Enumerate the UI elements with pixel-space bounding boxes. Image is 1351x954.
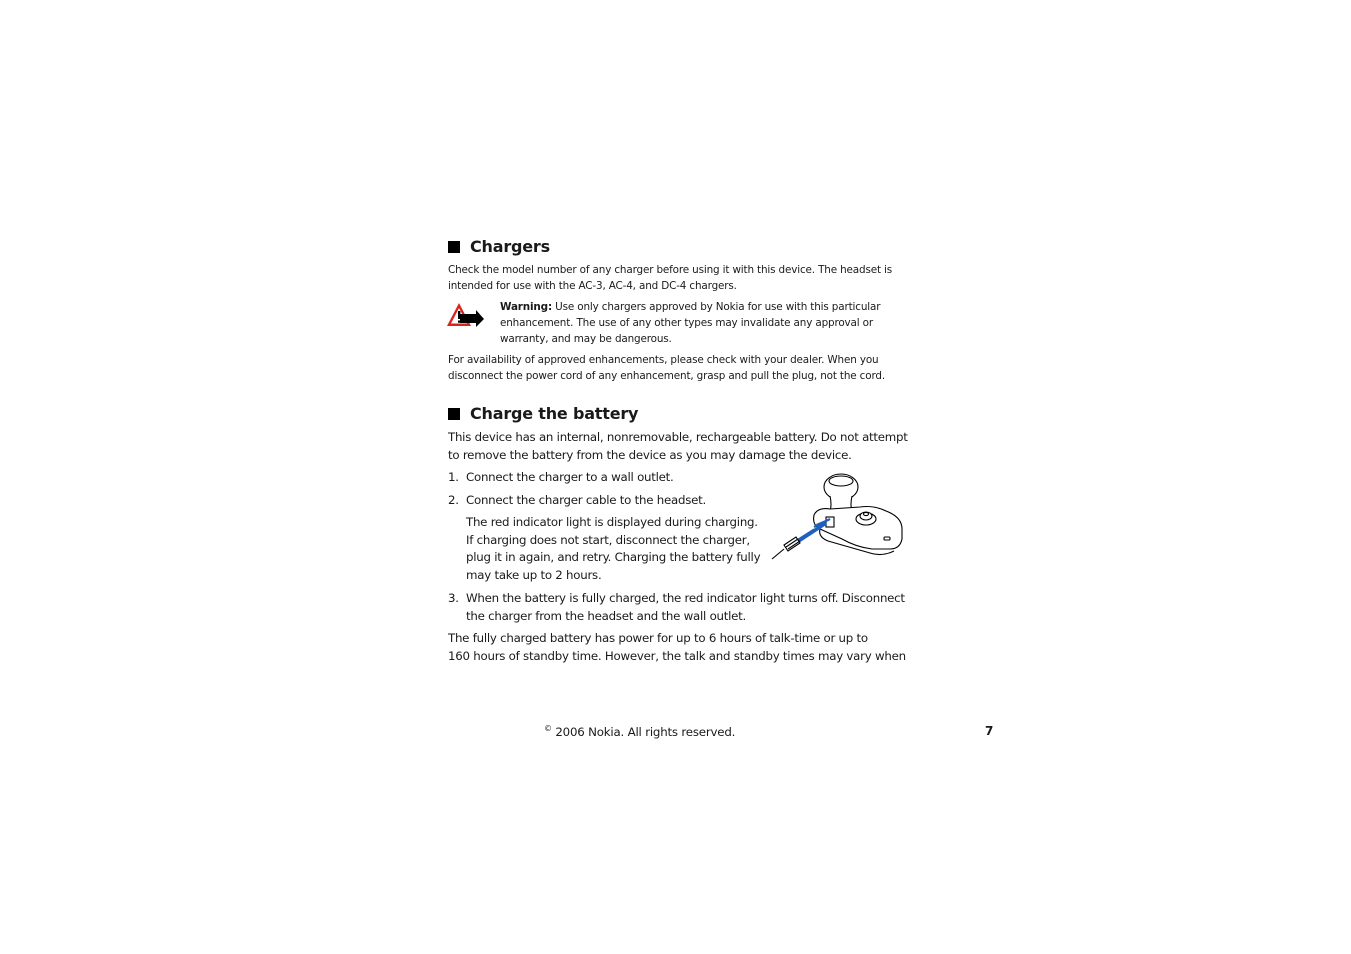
heading-square-icon <box>448 408 460 420</box>
chargers-title: Chargers <box>470 237 550 256</box>
step-number: 1. <box>448 470 459 484</box>
battery-outro <box>448 630 906 665</box>
step-text: Connect the charger to a wall outlet. <box>466 470 674 484</box>
step-number: 3. <box>448 591 459 605</box>
step-text-line-1: When the battery is fully charged, the red indicator light turns off. Disconnect <box>466 591 905 605</box>
copyright-symbol: © <box>544 724 552 733</box>
copyright-notice <box>544 724 735 739</box>
warning-label: Warning: <box>500 301 552 313</box>
step-1 <box>448 469 778 487</box>
warning-line-2: enhancement. The use of any other types may invalidate any approval or <box>500 317 873 329</box>
copyright-text: 2006 Nokia. All rights reserved. <box>551 724 736 739</box>
page-number: 7 <box>985 724 994 738</box>
chargers-paragraph-2 <box>448 352 885 384</box>
text-line: If charging does not start, disconnect the charger, <box>466 532 750 547</box>
charge-battery-heading <box>448 404 638 423</box>
text-line: Check the model number of any charger before using it with this device. The headset is <box>448 264 893 276</box>
heading-square-icon <box>448 241 460 253</box>
text-line: For availability of approved enhancements, please check with your dealer. When you <box>448 354 879 366</box>
warning-line-3: warranty, and may be dangerous. <box>500 333 672 345</box>
step-text: Connect the charger cable to the headset. <box>466 493 706 507</box>
text-line: 160 hours of standby time. However, the talk and standby times may vary when <box>448 648 906 663</box>
chargers-heading <box>448 237 550 256</box>
step-number: 2. <box>448 493 459 507</box>
step-3 <box>448 590 908 625</box>
warning-triangle-icon <box>446 302 486 328</box>
charge-battery-title: Charge the battery <box>470 404 639 423</box>
warning-text <box>500 299 880 347</box>
text-line: intended for use with the AC-3, AC-4, and DC-4 chargers. <box>448 280 737 292</box>
text-line: disconnect the power cord of any enhancement, grasp and pull the plug, not the cord. <box>448 370 885 382</box>
headset-charging-illustration <box>770 471 905 563</box>
step-2-note <box>466 514 766 584</box>
text-line: The red indicator light is displayed during charging. <box>466 515 758 529</box>
text-line: may take up to 2 hours. <box>466 567 602 582</box>
chargers-paragraph-1 <box>448 262 892 294</box>
text-line: to remove the battery from the device as you may damage the device. <box>448 447 852 462</box>
text-line: The fully charged battery has power for up to 6 hours of talk-time or up to <box>448 631 868 645</box>
text-line: This device has an internal, nonremovable, rechargeable battery. Do not attempt <box>448 430 908 444</box>
step-text-line-2: the charger from the headset and the wall outlet. <box>466 608 747 623</box>
step-2 <box>448 492 778 510</box>
battery-intro <box>448 429 908 464</box>
warning-line-1: Use only chargers approved by Nokia for use with this particular <box>551 301 881 313</box>
text-line: plug it in again, and retry. Charging the battery fully <box>466 550 761 565</box>
